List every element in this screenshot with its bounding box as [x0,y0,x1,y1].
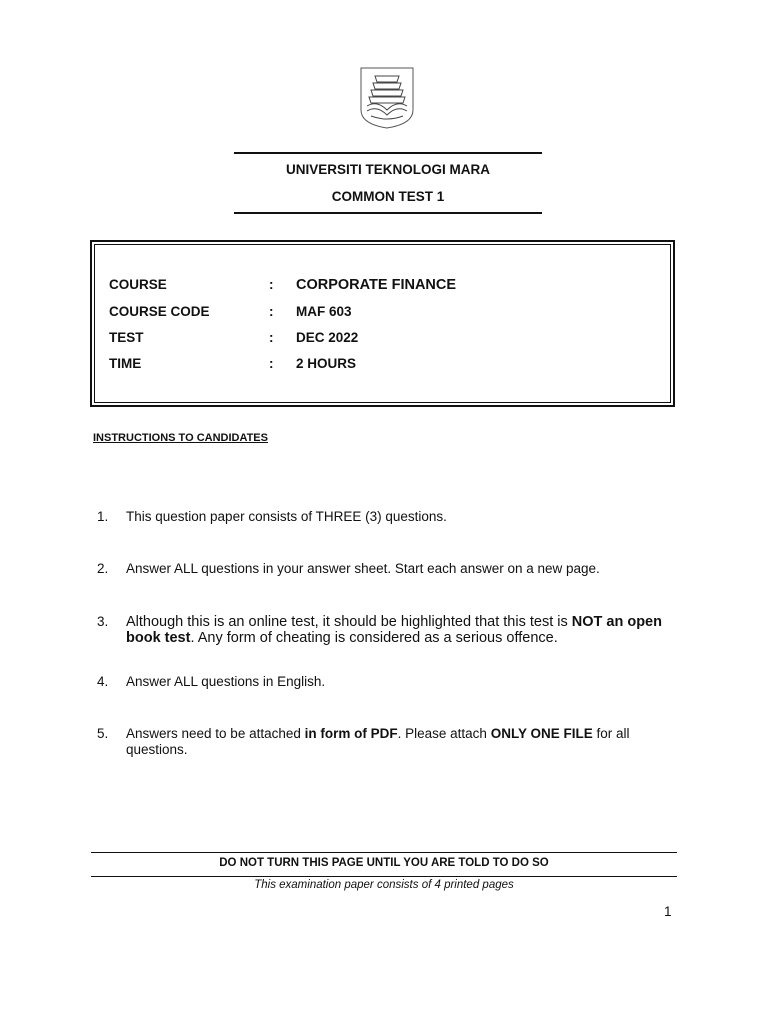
instruction-5-part-e: for all questions. [126,726,630,757]
instruction-3-text [126,614,671,646]
instruction-5-number: 5. [97,726,109,741]
instruction-1-text: This question paper consists of THREE (3) questions. [126,509,447,524]
test-value: DEC 2022 [296,330,359,345]
instruction-3-part-a: Although this is an online test, it should be highlighted that this test is [126,614,572,630]
instruction-5-part-c: . Please attach [397,726,491,741]
instruction-2-text: Answer ALL questions in your answer sheet. Start each answer on a new page. [126,561,600,576]
header-bottom-rule [234,212,542,214]
course-colon: : [269,277,274,292]
course-details-box-inner [94,244,671,403]
test-colon: : [269,330,274,345]
instruction-5-text [126,726,671,758]
instruction-4-number: 4. [97,674,109,689]
time-label: TIME [109,356,142,371]
test-label: TEST [109,330,144,345]
page-number: 1 [664,904,672,919]
instruction-5-part-a: Answers need to be attached [126,726,305,741]
instruction-3-emphasis: NOT an open book test [126,614,662,646]
course-label: COURSE [109,277,167,292]
instruction-1-number: 1. [97,509,109,524]
instruction-5-emphasis-pdf: in form of PDF [304,726,398,741]
course-code-label: COURSE CODE [109,304,210,319]
instruction-3-part-c: . Any form of cheating is considered as a serious offence. [190,630,558,646]
course-value: CORPORATE FINANCE [296,277,457,293]
course-code-colon: : [269,304,274,319]
instruction-4-text: Answer ALL questions in English. [126,674,326,689]
instruction-3-number: 3. [97,614,109,629]
footer-warning: DO NOT TURN THIS PAGE UNTIL YOU ARE TOLD TO DO SO [219,857,549,869]
time-value: 2 HOURS [296,356,357,371]
instructions-heading: INSTRUCTIONS TO CANDIDATES [93,432,268,444]
instruction-5-emphasis-file: ONLY ONE FILE [490,726,593,741]
footer-bottom-rule [91,876,677,877]
test-title: COMMON TEST 1 [331,189,445,204]
header-top-rule [234,152,542,154]
footer-top-rule [91,852,677,853]
course-code-value: MAF 603 [296,304,352,319]
university-logo [357,66,417,130]
instruction-2-number: 2. [97,561,109,576]
university-name: UNIVERSITI TEKNOLOGI MARA [285,162,490,177]
time-colon: : [269,356,274,371]
footer-page-count-note: This examination paper consists of 4 printed pages [254,879,514,891]
